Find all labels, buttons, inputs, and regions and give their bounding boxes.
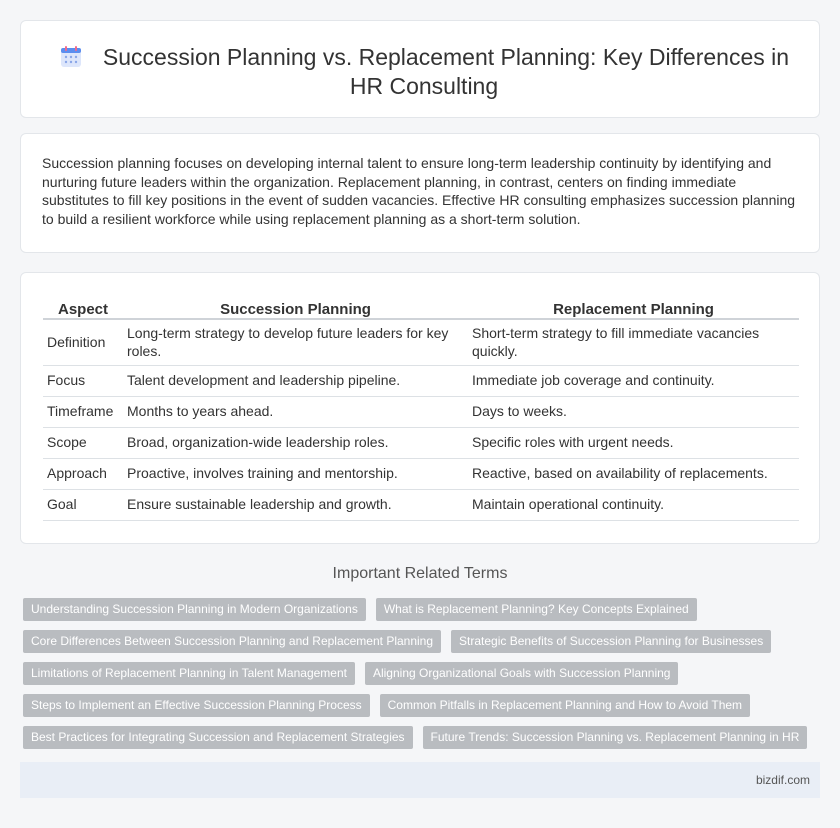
related-tag[interactable]: Aligning Organizational Goals with Succession Planning	[365, 662, 679, 685]
intro-text: Succession planning focuses on developing internal talent to ensure long-term leadership continuity by identifying and nurturing future leaders within the organization. Replacement planning, in contrast, centers on finding immediate substitutes to fill key positions in the event of sudden vacancies. Effective HR consulting emphasizes succession planning to build a resilient workforce while using replacement planning as a short-term solution.	[42, 155, 796, 227]
footer	[20, 762, 820, 798]
related-tag[interactable]: Future Trends: Succession Planning vs. Replacement Planning in HR	[423, 726, 808, 749]
table-row	[43, 366, 799, 397]
table-row	[43, 459, 799, 490]
row-replacement: Reactive, based on availability of replacements.	[468, 459, 799, 490]
related-tag[interactable]: Understanding Succession Planning in Modern Organizations	[23, 598, 366, 621]
header-aspect: Aspect	[43, 297, 123, 319]
table-row	[43, 319, 799, 366]
row-aspect: Approach	[43, 459, 123, 490]
row-replacement: Specific roles with urgent needs.	[468, 428, 799, 459]
row-replacement: Immediate job coverage and continuity.	[468, 366, 799, 397]
row-aspect: Goal	[43, 490, 123, 521]
header-replacement: Replacement Planning	[468, 297, 799, 319]
related-tag[interactable]: Best Practices for Integrating Succession and Replacement Strategies	[23, 726, 413, 749]
related-tag[interactable]: Strategic Benefits of Succession Planning for Businesses	[451, 630, 771, 653]
header-card	[20, 20, 820, 118]
table-header-row	[43, 297, 799, 319]
row-aspect: Timeframe	[43, 397, 123, 428]
row-succession: Ensure sustainable leadership and growth.	[123, 490, 468, 521]
comparison-table	[43, 297, 799, 521]
related-tag[interactable]: Core Differences Between Succession Planning and Replacement Planning	[23, 630, 441, 653]
tag-row	[23, 726, 817, 749]
page-title-wrap	[45, 43, 803, 101]
row-succession: Long-term strategy to develop future leaders for key roles.	[123, 319, 468, 366]
intro-card	[20, 133, 820, 253]
related-terms-title: Important Related Terms	[332, 565, 508, 582]
tag-row	[23, 694, 760, 717]
row-aspect: Definition	[43, 319, 123, 366]
tag-row	[23, 630, 781, 653]
page-title: Succession Planning vs. Replacement Planning: Key Differences in HR Consulting	[102, 44, 790, 99]
tag-row	[23, 598, 707, 621]
table-row	[43, 490, 799, 521]
table-row	[43, 428, 799, 459]
related-tag[interactable]: Limitations of Replacement Planning in Talent Management	[23, 662, 355, 685]
tag-row	[23, 662, 688, 685]
row-succession: Talent development and leadership pipeline.	[123, 366, 468, 397]
row-succession: Months to years ahead.	[123, 397, 468, 428]
row-aspect: Scope	[43, 428, 123, 459]
header-succession: Succession Planning	[123, 297, 468, 319]
row-replacement: Maintain operational continuity.	[468, 490, 799, 521]
related-tag[interactable]: What is Replacement Planning? Key Concepts Explained	[376, 598, 697, 621]
comparison-card	[20, 272, 820, 544]
row-replacement: Short-term strategy to fill immediate vacancies quickly.	[468, 319, 799, 366]
footer-site[interactable]: bizdif.com	[755, 773, 810, 787]
row-replacement: Days to weeks.	[468, 397, 799, 428]
related-tag[interactable]: Steps to Implement an Effective Succession Planning Process	[23, 694, 370, 717]
related-tag[interactable]: Common Pitfalls in Replacement Planning and How to Avoid Them	[380, 694, 750, 717]
row-succession: Broad, organization-wide leadership roles.	[123, 428, 468, 459]
row-aspect: Focus	[43, 366, 123, 397]
row-succession: Proactive, involves training and mentorship.	[123, 459, 468, 490]
calendar-icon	[59, 46, 83, 68]
table-row	[43, 397, 799, 428]
